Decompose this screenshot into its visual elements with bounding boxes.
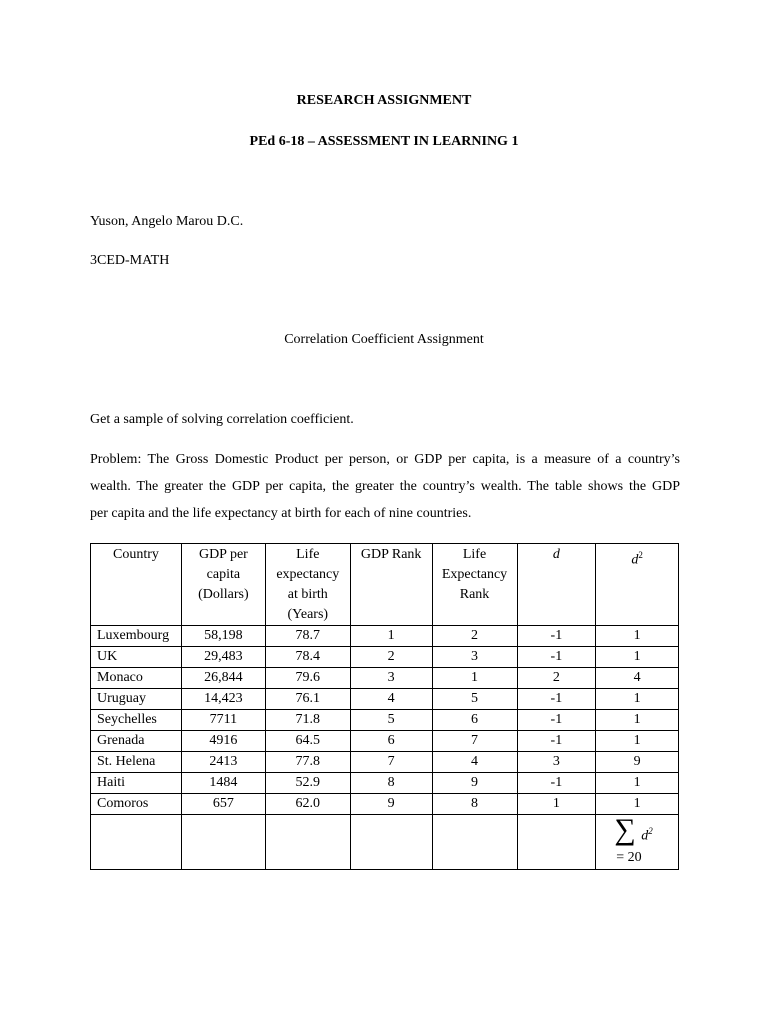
course-title: PEd 6-18 – ASSESSMENT IN LEARNING 1 [249,134,519,149]
cell-life-rank: 6 [432,710,517,731]
empty-cell [181,815,265,870]
cell-life-rank: 7 [432,731,517,752]
cell-d: 2 [517,668,596,689]
cell-d2: 1 [596,689,679,710]
cell-country: Luxembourg [91,626,182,647]
table-row [91,626,679,647]
table-header-row [91,544,679,626]
table-row [91,689,679,710]
table-row [91,794,679,815]
document-title: RESEARCH ASSIGNMENT [296,93,472,108]
empty-cell [432,815,517,870]
table-row [91,731,679,752]
cell-life: 52.9 [265,773,350,794]
problem-line: Problem: The Gross Domestic Product per person, or GDP per capita, is a measure of a country’s [90,452,680,467]
data-table [90,543,679,870]
cell-gdp: 7711 [181,710,265,731]
cell-d: -1 [517,731,596,752]
cell-d: -1 [517,689,596,710]
cell-gdp: 26,844 [181,668,265,689]
cell-d: -1 [517,710,596,731]
cell-gdp-rank: 6 [350,731,432,752]
cell-gdp: 657 [181,794,265,815]
cell-d: 3 [517,752,596,773]
cell-gdp: 14,423 [181,689,265,710]
table-row [91,710,679,731]
cell-d: -1 [517,773,596,794]
cell-life: 78.7 [265,626,350,647]
cell-d2: 1 [596,710,679,731]
cell-country: St. Helena [91,752,182,773]
cell-gdp-rank: 8 [350,773,432,794]
cell-life-rank: 4 [432,752,517,773]
cell-life: 79.6 [265,668,350,689]
cell-d2: 1 [596,794,679,815]
cell-d: 1 [517,794,596,815]
empty-cell [517,815,596,870]
cell-country: UK [91,647,182,668]
cell-life-rank: 5 [432,689,517,710]
sum-row [91,815,679,870]
cell-gdp-rank: 1 [350,626,432,647]
cell-gdp-rank: 4 [350,689,432,710]
cell-gdp-rank: 7 [350,752,432,773]
cell-d2: 1 [596,647,679,668]
problem-line: wealth. The greater the GDP per capita, the greater the country’s wealth. The table shows the GDP [90,479,680,494]
header-gdp-rank: GDP Rank [350,544,432,626]
cell-life: 71.8 [265,710,350,731]
cell-life: 64.5 [265,731,350,752]
cell-gdp: 29,483 [181,647,265,668]
cell-d2: 4 [596,668,679,689]
table-row [91,668,679,689]
student-name: Yuson, Angelo Marou D.C. [90,214,244,229]
cell-life: 77.8 [265,752,350,773]
header-life-rank: Life Expectancy Rank [432,544,517,626]
table-row [91,647,679,668]
instruction-text: Get a sample of solving correlation coefficient. [90,412,354,427]
cell-gdp-rank: 9 [350,794,432,815]
sum-variable: $d^2$ [641,826,653,844]
cell-gdp: 58,198 [181,626,265,647]
cell-life: 78.4 [265,647,350,668]
cell-life-rank: 3 [432,647,517,668]
cell-life-rank: 2 [432,626,517,647]
sigma-symbol: ∑ [614,813,636,846]
cell-d2: 1 [596,731,679,752]
cell-gdp: 4916 [181,731,265,752]
empty-cell [91,815,182,870]
cell-d: -1 [517,647,596,668]
table-row [91,773,679,794]
cell-gdp-rank: 5 [350,710,432,731]
cell-life-rank: 1 [432,668,517,689]
header-life-expectancy: Life expectancy at birth (Years) [265,544,350,626]
cell-country: Grenada [91,731,182,752]
cell-gdp: 1484 [181,773,265,794]
cell-country: Monaco [91,668,182,689]
header-d: d [517,544,596,626]
header-country: Country [91,544,182,626]
cell-life: 76.1 [265,689,350,710]
cell-country: Seychelles [91,710,182,731]
cell-d2: 1 [596,626,679,647]
cell-gdp-rank: 2 [350,647,432,668]
sum-d-squared-cell [596,815,679,870]
assignment-title: Correlation Coefficient Assignment [284,332,484,347]
problem-line: per capita and the life expectancy at birth for each of nine countries. [90,506,472,521]
cell-life: 62.0 [265,794,350,815]
empty-cell [265,815,350,870]
cell-gdp-rank: 3 [350,668,432,689]
cell-life-rank: 8 [432,794,517,815]
problem-paragraph [90,446,680,527]
empty-cell [350,815,432,870]
cell-life-rank: 9 [432,773,517,794]
table-row [91,752,679,773]
cell-country: Uruguay [91,689,182,710]
cell-d2: 9 [596,752,679,773]
cell-gdp: 2413 [181,752,265,773]
header-gdp: GDP per capita (Dollars) [181,544,265,626]
cell-country: Comoros [91,794,182,815]
cell-d: -1 [517,626,596,647]
cell-country: Haiti [91,773,182,794]
cell-d2: 1 [596,773,679,794]
student-section: 3CED-MATH [90,253,170,268]
header-d-squared: $d^2$ [596,544,679,626]
sum-result: = 20 [616,850,642,865]
